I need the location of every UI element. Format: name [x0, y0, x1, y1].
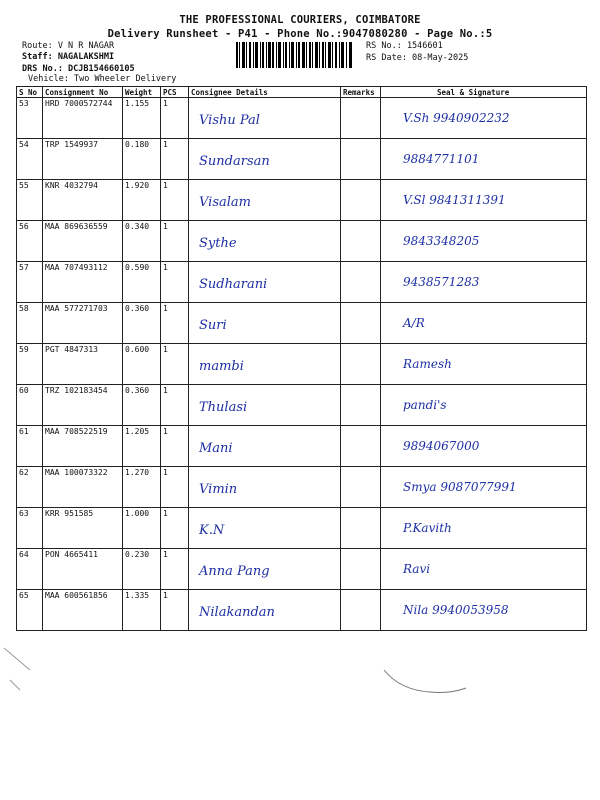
row-consignment-no: MAA 600561856 — [45, 591, 108, 600]
row-pcs: 1 — [163, 99, 168, 108]
row-pcs-cell — [161, 262, 189, 303]
row-sno-cell — [17, 549, 43, 590]
row-signature: P.Kavith — [403, 521, 452, 535]
corner-mark — [0, 640, 60, 700]
row-consignment-no-cell — [43, 344, 123, 385]
row-pcs-cell — [161, 221, 189, 262]
table-row — [17, 180, 587, 221]
row-sno: 54 — [19, 140, 29, 149]
row-signature: Nila 9940053958 — [403, 603, 509, 617]
row-remarks-cell — [341, 180, 381, 221]
row-remarks-cell — [341, 221, 381, 262]
row-pcs-cell — [161, 303, 189, 344]
row-consignment-no-cell — [43, 262, 123, 303]
row-consignee: Vimin — [199, 482, 238, 497]
row-signature-cell — [381, 303, 587, 344]
row-pcs: 1 — [163, 304, 168, 313]
row-remarks-cell — [341, 139, 381, 180]
row-weight-cell — [123, 262, 161, 303]
row-signature-cell — [381, 262, 587, 303]
row-consignee-cell — [189, 426, 341, 467]
table-row — [17, 508, 587, 549]
row-weight: 1.155 — [125, 99, 150, 108]
row-consignment-no-cell — [43, 467, 123, 508]
row-weight: 1.000 — [125, 509, 150, 518]
row-pcs-cell — [161, 139, 189, 180]
row-signature: V.Sh 9940902232 — [403, 111, 510, 125]
row-pcs-cell — [161, 508, 189, 549]
row-remarks-cell — [341, 344, 381, 385]
row-sno-cell — [17, 180, 43, 221]
row-sno-cell — [17, 426, 43, 467]
row-weight-cell — [123, 467, 161, 508]
row-consignee-cell — [189, 221, 341, 262]
row-consignment-no: KRR 951585 — [45, 509, 94, 518]
row-weight-cell — [123, 221, 161, 262]
row-weight: 0.230 — [125, 550, 150, 559]
row-consignment-no-cell — [43, 385, 123, 426]
row-sno-cell — [17, 467, 43, 508]
row-consignment-no: MAA 707493112 — [45, 263, 108, 272]
row-consignee: Anna Pang — [199, 564, 270, 579]
runsheet-table — [16, 86, 587, 631]
row-sno-cell — [17, 98, 43, 139]
row-signature-cell — [381, 508, 587, 549]
row-pcs-cell — [161, 180, 189, 221]
table-row — [17, 426, 587, 467]
table-row — [17, 385, 587, 426]
row-remarks-cell — [341, 590, 381, 631]
row-weight-cell — [123, 139, 161, 180]
row-consignment-no-cell — [43, 180, 123, 221]
row-signature-cell — [381, 344, 587, 385]
row-consignment-no: TRP 1549937 — [45, 140, 98, 149]
col-header-remarks: Remarks — [341, 87, 381, 98]
row-signature: A/R — [403, 316, 425, 330]
row-signature: Ramesh — [403, 357, 452, 371]
row-remarks-cell — [341, 385, 381, 426]
row-pcs-cell — [161, 549, 189, 590]
row-consignee-cell — [189, 467, 341, 508]
row-weight-cell — [123, 426, 161, 467]
row-signature: 9894067000 — [403, 439, 480, 453]
row-consignee-cell — [189, 139, 341, 180]
row-sno: 58 — [19, 304, 29, 313]
row-pcs: 1 — [163, 181, 168, 190]
row-weight-cell — [123, 590, 161, 631]
row-weight: 0.340 — [125, 222, 150, 231]
row-signature: 9884771101 — [403, 152, 480, 166]
row-consignment-no-cell — [43, 221, 123, 262]
row-pcs-cell — [161, 344, 189, 385]
row-pcs: 1 — [163, 468, 168, 477]
route-label: Route: V N R NAGAR — [22, 41, 115, 51]
row-sno: 60 — [19, 386, 29, 395]
row-weight-cell — [123, 98, 161, 139]
row-sno: 55 — [19, 181, 29, 190]
staff-label: Staff: NAGALAKSHMI — [22, 52, 115, 62]
row-signature-cell — [381, 467, 587, 508]
col-header-signature: Seal & Signature — [381, 87, 587, 98]
row-consignment-no-cell — [43, 98, 123, 139]
table-row — [17, 467, 587, 508]
table-row — [17, 262, 587, 303]
row-sno: 63 — [19, 509, 29, 518]
row-consignee-cell — [189, 590, 341, 631]
row-signature-cell — [381, 221, 587, 262]
row-signature-cell — [381, 98, 587, 139]
row-pcs: 1 — [163, 509, 168, 518]
row-consignment-no: MAA 577271703 — [45, 304, 108, 313]
row-consignee: Vishu Pal — [199, 113, 260, 128]
row-remarks-cell — [341, 262, 381, 303]
runsheet-subtitle: Delivery Runsheet - P41 - Phone No.:9047080280 - Page No.:5 — [107, 28, 493, 40]
bottom-pen-mark — [380, 660, 470, 700]
row-consignee: Sythe — [199, 236, 237, 251]
row-pcs: 1 — [163, 427, 168, 436]
row-sno-cell — [17, 139, 43, 180]
table-row — [17, 221, 587, 262]
table-row — [17, 139, 587, 180]
row-weight: 0.180 — [125, 140, 150, 149]
row-signature-cell — [381, 549, 587, 590]
row-remarks-cell — [341, 98, 381, 139]
row-consignment-no: HRD 7000572744 — [45, 99, 113, 108]
row-sno: 53 — [19, 99, 29, 108]
row-weight-cell — [123, 180, 161, 221]
row-consignment-no-cell — [43, 508, 123, 549]
row-weight: 1.270 — [125, 468, 150, 477]
row-remarks-cell — [341, 426, 381, 467]
table-row — [17, 590, 587, 631]
row-sno: 65 — [19, 591, 29, 600]
row-pcs: 1 — [163, 591, 168, 600]
row-consignee: Visalam — [199, 195, 251, 210]
row-pcs: 1 — [163, 386, 168, 395]
table-row — [17, 549, 587, 590]
row-consignee: K.N — [199, 523, 225, 538]
row-signature: V.Sl 9841311391 — [403, 193, 506, 207]
vehicle-label: Vehicle: Two Wheeler Delivery — [28, 74, 177, 84]
col-header-pcs: PCS — [161, 87, 189, 98]
row-consignee-cell — [189, 508, 341, 549]
row-consignee: Sudharani — [199, 277, 268, 292]
row-signature: Smya 9087077991 — [403, 480, 517, 494]
row-consignee-cell — [189, 98, 341, 139]
table-header-row — [17, 87, 587, 98]
row-consignment-no-cell — [43, 303, 123, 344]
col-header-consignee: Consignee Details — [189, 87, 341, 98]
row-sno-cell — [17, 590, 43, 631]
drs-number: DRS No.: DCJB154660105 — [22, 64, 135, 74]
row-pcs-cell — [161, 590, 189, 631]
row-consignee: Thulasi — [199, 400, 248, 415]
row-consignee-cell — [189, 344, 341, 385]
row-sno-cell — [17, 262, 43, 303]
row-weight: 1.205 — [125, 427, 150, 436]
row-consignment-no: MAA 869636559 — [45, 222, 108, 231]
row-weight: 0.360 — [125, 304, 150, 313]
table-row — [17, 303, 587, 344]
row-consignment-no: PGT 4847313 — [45, 345, 98, 354]
col-header-sno: S No — [17, 87, 43, 98]
row-signature: pandi's — [403, 398, 447, 412]
row-signature: 9843348205 — [403, 234, 480, 248]
row-remarks-cell — [341, 467, 381, 508]
row-consignment-no: PON 4665411 — [45, 550, 98, 559]
row-weight-cell — [123, 344, 161, 385]
col-header-consignment: Consignment No — [43, 87, 123, 98]
row-sno-cell — [17, 344, 43, 385]
row-consignment-no-cell — [43, 590, 123, 631]
row-consignment-no-cell — [43, 139, 123, 180]
row-sno-cell — [17, 303, 43, 344]
row-consignee-cell — [189, 303, 341, 344]
row-pcs: 1 — [163, 140, 168, 149]
row-weight: 1.335 — [125, 591, 150, 600]
row-weight-cell — [123, 303, 161, 344]
row-weight-cell — [123, 508, 161, 549]
row-signature-cell — [381, 590, 587, 631]
row-consignee-cell — [189, 549, 341, 590]
row-consignee: Mani — [199, 441, 233, 456]
row-consignee-cell — [189, 262, 341, 303]
row-signature-cell — [381, 139, 587, 180]
row-consignee-cell — [189, 385, 341, 426]
row-sno: 61 — [19, 427, 29, 436]
row-consignment-no: TRZ 102183454 — [45, 386, 108, 395]
row-sno: 64 — [19, 550, 29, 559]
row-weight: 1.920 — [125, 181, 150, 190]
col-header-weight: Weight — [123, 87, 161, 98]
rs-date: RS Date: 08-May-2025 — [366, 53, 469, 63]
row-sno: 62 — [19, 468, 29, 477]
row-sno-cell — [17, 385, 43, 426]
company-title: THE PROFESSIONAL COURIERS, COIMBATORE — [179, 14, 421, 26]
row-pcs-cell — [161, 467, 189, 508]
barcode-image — [236, 42, 352, 68]
row-signature: Ravi — [403, 562, 431, 576]
row-consignee: Sundarsan — [199, 154, 270, 169]
row-weight: 0.590 — [125, 263, 150, 272]
row-signature-cell — [381, 180, 587, 221]
row-consignment-no-cell — [43, 549, 123, 590]
table-row — [17, 98, 587, 139]
row-pcs: 1 — [163, 222, 168, 231]
row-sno-cell — [17, 508, 43, 549]
row-remarks-cell — [341, 303, 381, 344]
row-consignee: mambi — [199, 359, 244, 374]
row-sno: 59 — [19, 345, 29, 354]
row-signature: 9438571283 — [403, 275, 480, 289]
row-pcs: 1 — [163, 263, 168, 272]
row-signature-cell — [381, 385, 587, 426]
row-consignee: Nilakandan — [199, 605, 275, 620]
row-consignment-no: KNR 4032794 — [45, 181, 98, 190]
row-pcs-cell — [161, 426, 189, 467]
table-row — [17, 344, 587, 385]
row-consignee-cell — [189, 180, 341, 221]
rs-number: RS No.: 1546601 — [366, 41, 443, 51]
row-pcs: 1 — [163, 345, 168, 354]
row-remarks-cell — [341, 549, 381, 590]
row-weight-cell — [123, 549, 161, 590]
row-sno-cell — [17, 221, 43, 262]
row-remarks-cell — [341, 508, 381, 549]
row-consignment-no: MAA 100073322 — [45, 468, 108, 477]
row-sno: 56 — [19, 222, 29, 231]
row-weight-cell — [123, 385, 161, 426]
row-weight: 0.360 — [125, 386, 150, 395]
row-consignment-no-cell — [43, 426, 123, 467]
row-consignee: Suri — [199, 318, 227, 333]
row-pcs-cell — [161, 98, 189, 139]
row-consignment-no: MAA 708522519 — [45, 427, 108, 436]
row-signature-cell — [381, 426, 587, 467]
row-pcs-cell — [161, 385, 189, 426]
row-pcs: 1 — [163, 550, 168, 559]
row-sno: 57 — [19, 263, 29, 272]
row-weight: 0.600 — [125, 345, 150, 354]
